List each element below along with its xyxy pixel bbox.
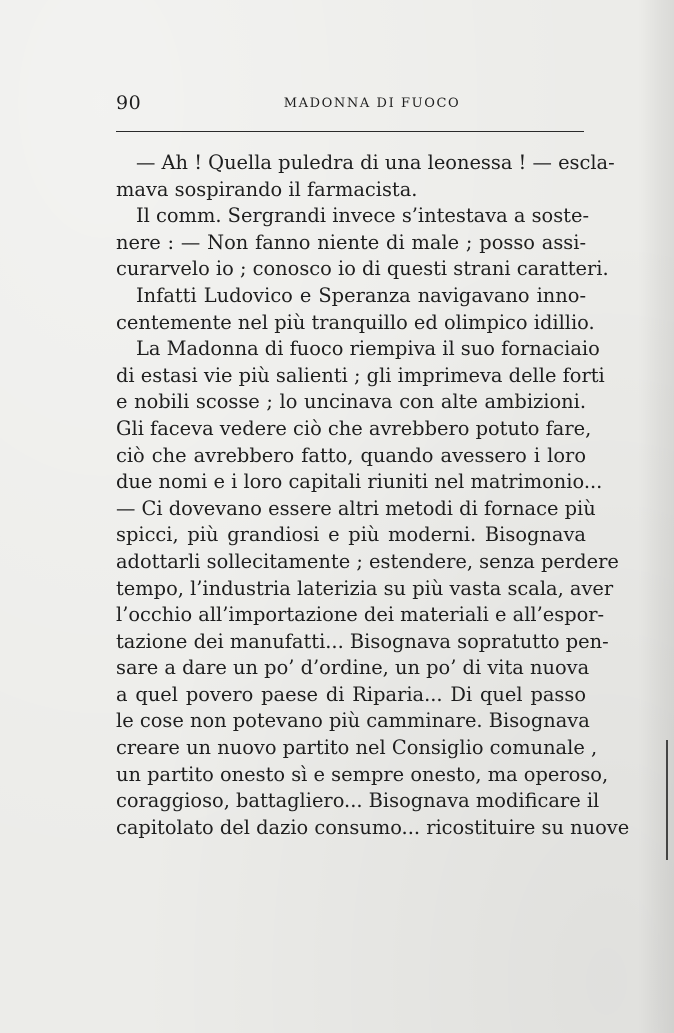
text-line: tazione dei manufatti... Bisognava sopratutto pen- (116, 629, 609, 653)
text-line: Infatti Ludovico e Speranza navigavano inno- (136, 283, 586, 307)
text-line: creare un nuovo partito nel Consiglio comunale , (116, 736, 598, 760)
text-line: — Ci dovevano essere altri metodi di fornace più (116, 496, 596, 520)
text-line: La Madonna di fuoco riempiva il suo fornaciaio (136, 337, 600, 361)
text-line: Gli faceva vedere ciò che avrebbero potuto fare, (116, 416, 592, 440)
text-line: sare a dare un po’ d’ordine, un po’ di vita nuova (116, 656, 590, 680)
text-line: coraggioso, battagliero... Bisognava modificare il (116, 789, 600, 813)
text-line: Il comm. Sergrandi invece s’intestava a soste- (136, 204, 589, 228)
page-edge-shadow (638, 0, 674, 1033)
text-line: capitolato del dazio consumo... ricostituire su nuove (116, 815, 630, 839)
text-line: di estasi vie più salienti ; gli imprimeva delle forti (116, 363, 605, 387)
text-line: — Ah ! Quella puledra di una leonessa ! — escla- (136, 151, 615, 174)
text-line: un partito onesto sì e sempre onesto, ma operoso, (116, 762, 609, 786)
text-line: a quel povero paese di Riparia... Di quel passo (116, 682, 586, 706)
text-line: ciò che avrebbero fatto, quando avessero i loro (116, 443, 586, 467)
text-line: le cose non potevano più camminare. Bisognava (116, 709, 590, 733)
page-number: 90 (116, 92, 142, 114)
text-line: tempo, l’industria laterizia su più vasta scala, aver (116, 576, 614, 600)
text-line: mava sospirando il farmacista. (116, 177, 418, 201)
running-title: MADONNA DI FUOCO (283, 96, 461, 111)
text-line: e nobili scosse ; lo uncinava con alte ambizioni. (116, 390, 586, 414)
body-text (116, 150, 630, 841)
text-line: due nomi e i loro capitali riuniti nel matrimonio... (116, 470, 603, 494)
text-line: l’occhio all’importazione dei materiali e all’espor- (116, 603, 605, 627)
text-line: centemente nel più tranquillo ed olimpico idillio. (116, 310, 595, 334)
text-line: nere : — Non fanno niente di male ; posso assi- (116, 230, 586, 254)
header-rule (116, 131, 584, 132)
text-line: curarvelo io ; conosco io di questi strani caratteri. (116, 257, 609, 281)
text-line: adottarli sollecitamente ; estendere, senza perdere (116, 549, 619, 573)
page-header (116, 92, 586, 116)
text-line: spicci, più grandiosi e più moderni. Bisognava (116, 523, 586, 547)
page-edge-mark (666, 740, 668, 860)
